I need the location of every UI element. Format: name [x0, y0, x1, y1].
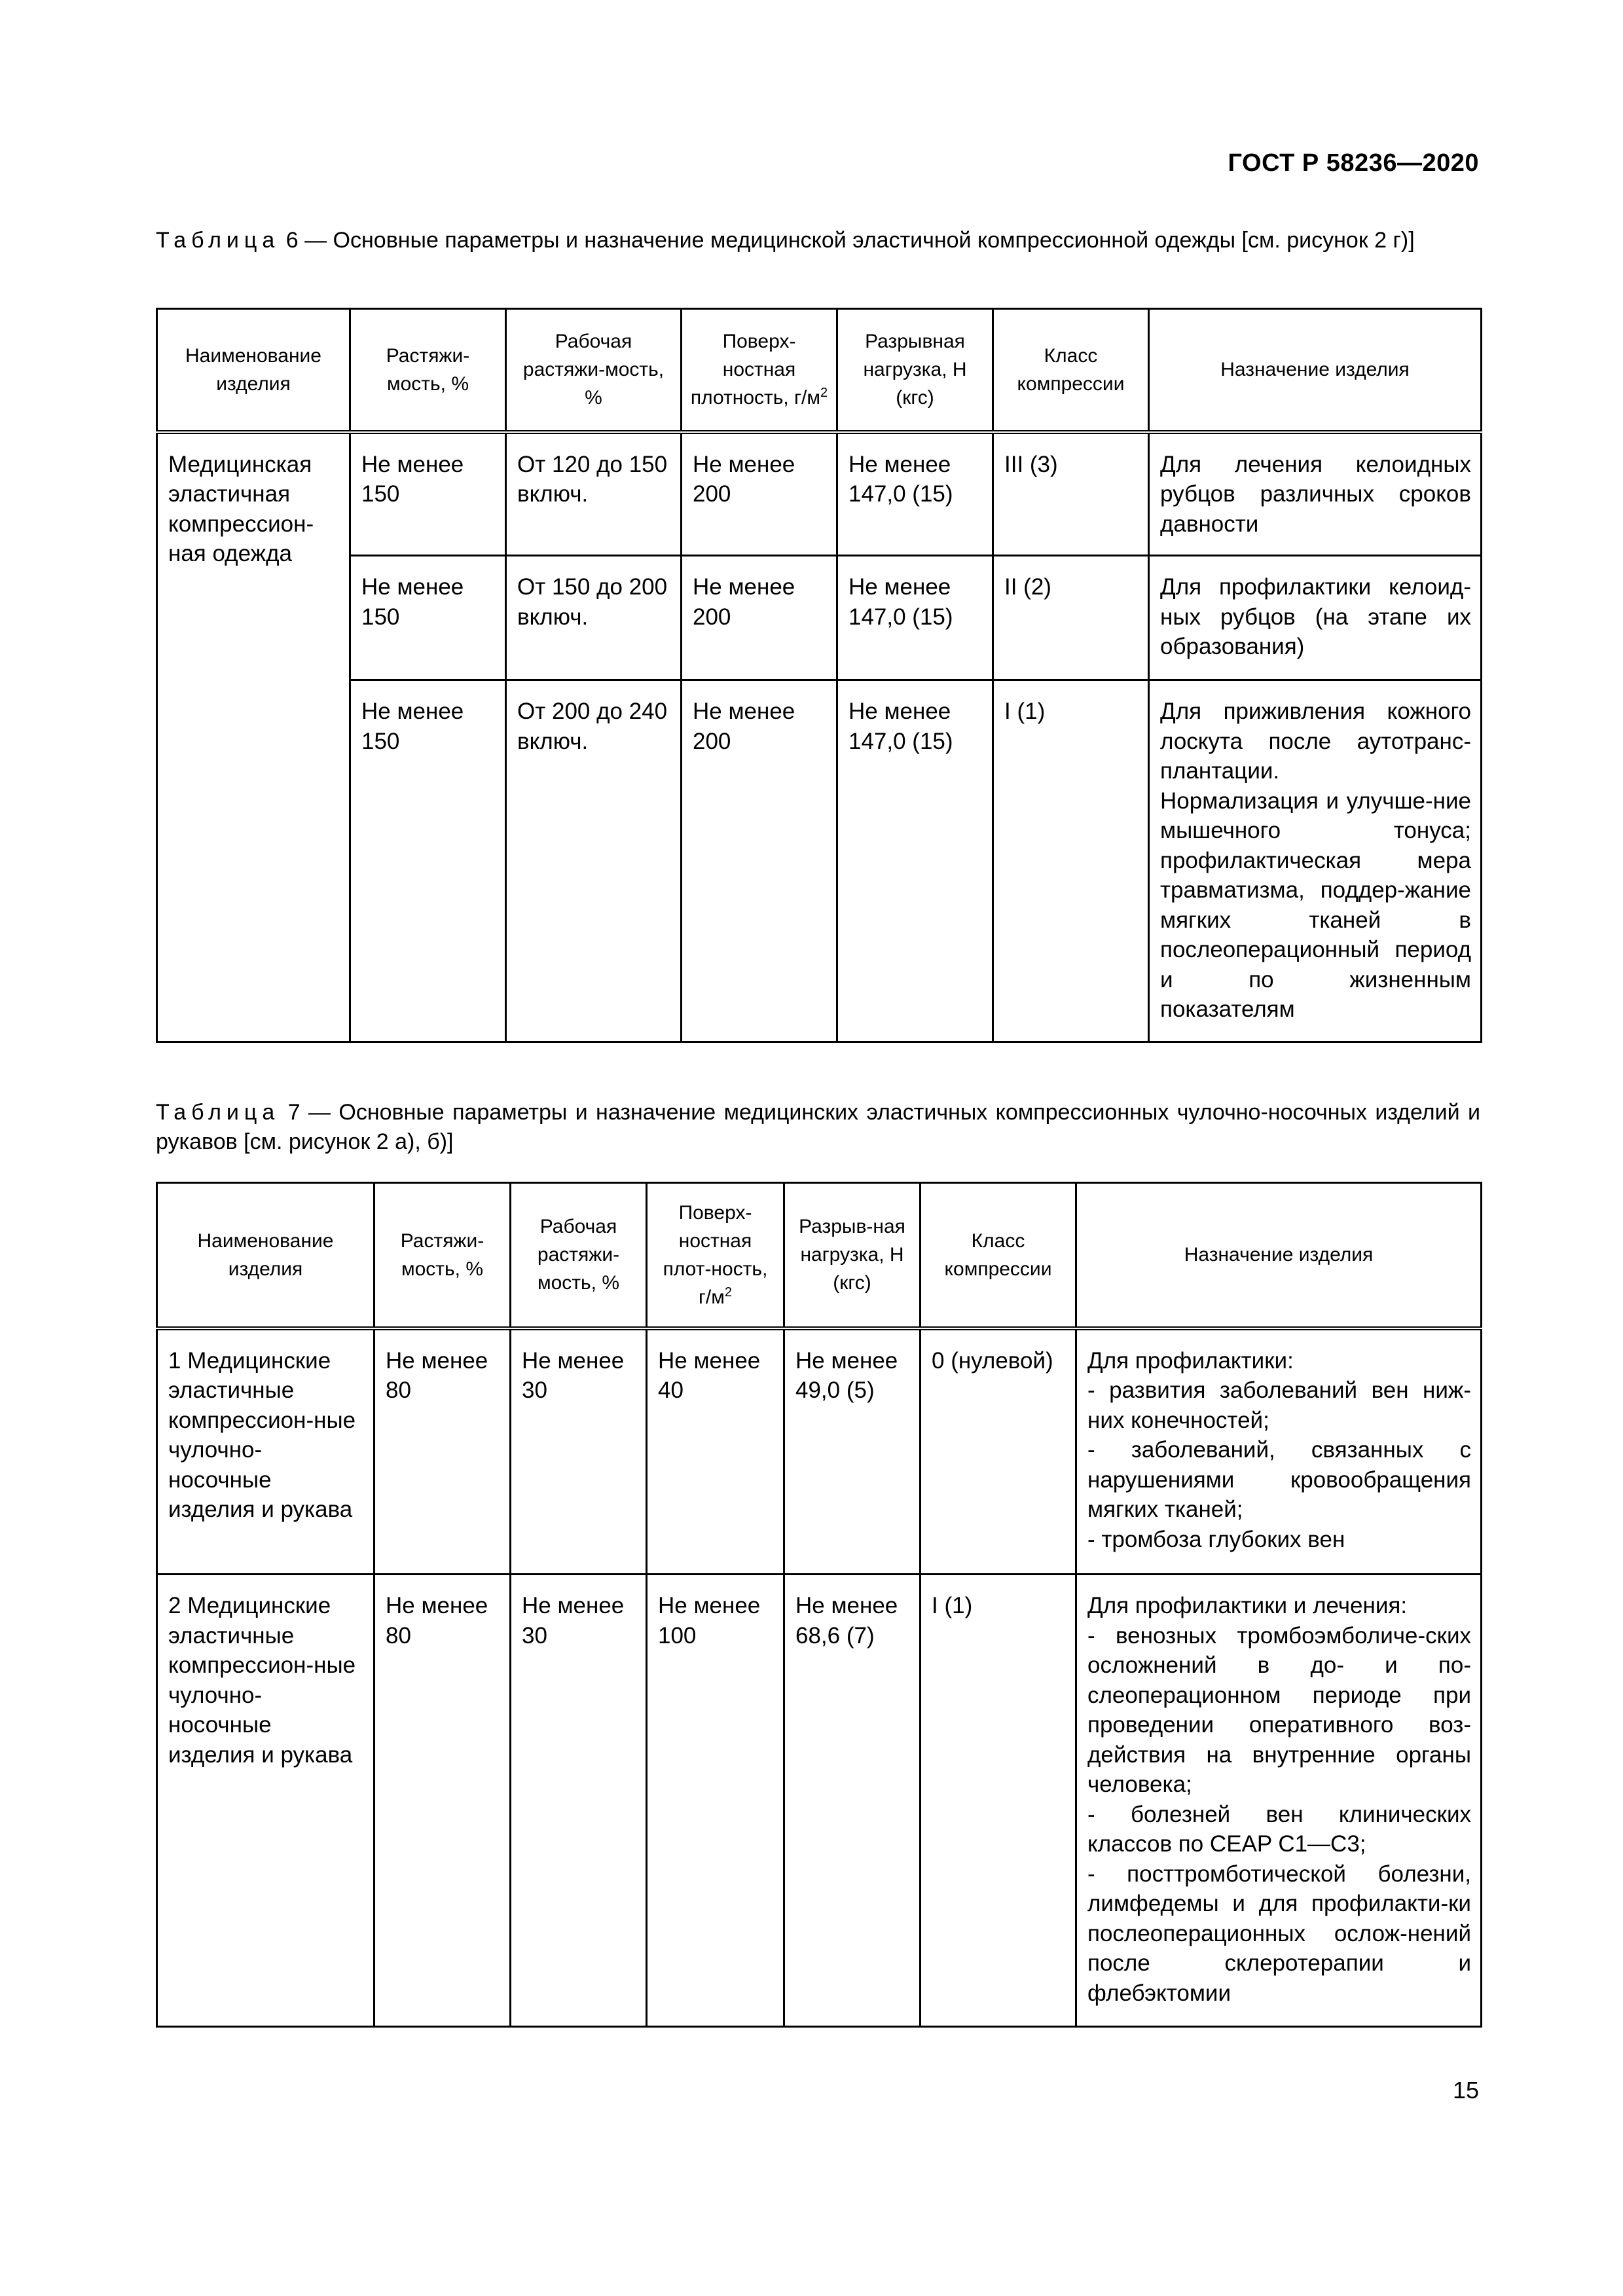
density-cell: Не менее 200	[682, 556, 837, 680]
table-7-caption-label: Таблица	[156, 1100, 280, 1125]
class-cell: I (1)	[921, 1575, 1076, 2027]
purpose-line: - венозных тромбоэмболиче-ских осложнений в до- и по-слеоперационном периоде при проведении оперативного воз-действия на внутренние органы человека;	[1087, 1622, 1471, 1797]
purpose-line: Для профилактики и лечения:	[1087, 1593, 1408, 1618]
table-6-header-row	[157, 309, 1482, 432]
header-working-stretchability: Рабочая растяжи-мость, %	[511, 1183, 647, 1328]
header-compression-class: Класс компрессии	[993, 309, 1149, 432]
density-cell: Не менее 100	[647, 1575, 784, 2027]
purpose-line: Для приживления кожного лоскута после аутотранс-плантации.	[1160, 699, 1471, 784]
purpose-line: - посттромботической болезни, лимфедемы и для профилакти-ки послеоперационных ослож-нений после склеротерапии и флебэктомии	[1087, 1861, 1471, 2006]
header-surface-density	[647, 1183, 784, 1328]
table-6	[156, 308, 1482, 1043]
document-designation: ГОСТ Р 58236—2020	[1228, 149, 1479, 177]
stretch-cell: Не менее 80	[374, 1575, 511, 2027]
table-7-caption-text: 7 — Основные параметры и назначение медицинских эластичных компрессионных чулочно-носочных изделий и рукавов [см. рисунок 2 а), б)]	[156, 1100, 1480, 1154]
header-product-name: Наименование изделия	[157, 1183, 374, 1328]
density-cell: Не менее 40	[647, 1328, 784, 1575]
table-row	[157, 556, 1482, 680]
stretch-cell: Не менее 150	[350, 680, 506, 1042]
page-number: 15	[1452, 2077, 1479, 2104]
stretch-cell: Не менее 150	[350, 556, 506, 680]
load-cell: Не менее 147,0 (15)	[837, 432, 993, 556]
table-row	[157, 680, 1482, 1042]
table-6-caption-text: 6 — Основные параметры и назначение медицинской эластичной компрессионной одежды [см. рисунок 2 г)]	[280, 228, 1415, 253]
header-surface-density-text: Поверх-ностная плот-ность, г/м	[663, 1201, 768, 1308]
header-stretchability: Растяжи-мость, %	[374, 1183, 511, 1328]
stretch-cell: Не менее 80	[374, 1328, 511, 1575]
load-cell: Не менее 68,6 (7)	[784, 1575, 921, 2027]
header-surface-density-text: Поверх-ностная плотность, г/м	[690, 331, 820, 409]
work-stretch-cell: От 150 до 200 включ.	[506, 556, 682, 680]
header-surface-density	[682, 309, 837, 432]
class-cell: 0 (нулевой)	[921, 1328, 1076, 1575]
stretch-cell: Не менее 150	[350, 432, 506, 556]
purpose-line: Для лечения келоидных рубцов различных сроков давности	[1160, 451, 1471, 537]
density-cell: Не менее 200	[682, 432, 837, 556]
table-7-header-row	[157, 1183, 1482, 1328]
purpose-cell	[1076, 1328, 1482, 1575]
header-working-stretchability: Рабочая растяжи-мость, %	[506, 309, 682, 432]
table-row	[157, 432, 1482, 556]
work-stretch-cell: От 200 до 240 включ.	[506, 680, 682, 1042]
purpose-line: Для профилактики келоид-ных рубцов (на этапе их образования)	[1160, 574, 1471, 659]
class-cell: II (2)	[993, 556, 1149, 680]
purpose-line: Нормализация и улучше-ние мышечного тонуса; профилактическая мера травматизма, поддер-жание мягких тканей в послеоперационный период и по жизненным показателям	[1160, 788, 1471, 1022]
header-breaking-load: Разрывная нагрузка, Н (кгс)	[837, 309, 993, 432]
class-cell: III (3)	[993, 432, 1149, 556]
header-compression-class: Класс компрессии	[921, 1183, 1076, 1328]
load-cell: Не менее 147,0 (15)	[837, 680, 993, 1042]
work-stretch-cell: От 120 до 150 включ.	[506, 432, 682, 556]
table-row	[157, 1328, 1482, 1575]
purpose-cell	[1149, 556, 1482, 680]
load-cell: Не менее 147,0 (15)	[837, 556, 993, 680]
header-purpose: Назначение изделия	[1076, 1183, 1482, 1328]
header-product-name: Наименование изделия	[157, 309, 350, 432]
work-stretch-cell: Не менее 30	[511, 1328, 647, 1575]
purpose-line: - заболеваний, связанных с нарушениями кровообращения мягких тканей;	[1087, 1437, 1471, 1522]
product-name-cell: 1 Медицинские эластичные компрессион-ные чулочно-носочные изделия и рукава	[157, 1328, 374, 1575]
purpose-cell	[1076, 1575, 1482, 2027]
header-surface-density-sup: 2	[820, 386, 828, 401]
table-6-caption	[156, 226, 1480, 255]
purpose-line: - развития заболеваний вен ниж-них конечностей;	[1087, 1377, 1471, 1433]
table-6-caption-label: Таблица	[156, 228, 280, 253]
header-surface-density-sup: 2	[724, 1285, 733, 1300]
product-name-cell: 2 Медицинские эластичные компрессион-ные чулочно-носочные изделия и рукава	[157, 1575, 374, 2027]
header-purpose: Назначение изделия	[1149, 309, 1482, 432]
purpose-line: - тромбоза глубоких вен	[1087, 1526, 1345, 1552]
purpose-cell	[1149, 680, 1482, 1042]
purpose-line: Для профилактики:	[1087, 1347, 1294, 1374]
purpose-line: - болезней вен клинических классов по CEAP C1—C3;	[1087, 1801, 1471, 1857]
header-stretchability: Растяжи-мость, %	[350, 309, 506, 432]
product-name-cell: Медицинская эластичная компрессион-ная одежда	[157, 432, 350, 1042]
header-breaking-load: Разрыв-ная нагрузка, Н (кгс)	[784, 1183, 921, 1328]
density-cell: Не менее 200	[682, 680, 837, 1042]
table-7-caption	[156, 1098, 1480, 1157]
purpose-cell	[1149, 432, 1482, 556]
table-7	[156, 1182, 1482, 2028]
load-cell: Не менее 49,0 (5)	[784, 1328, 921, 1575]
work-stretch-cell: Не менее 30	[511, 1575, 647, 2027]
table-row	[157, 1575, 1482, 2027]
class-cell: I (1)	[993, 680, 1149, 1042]
